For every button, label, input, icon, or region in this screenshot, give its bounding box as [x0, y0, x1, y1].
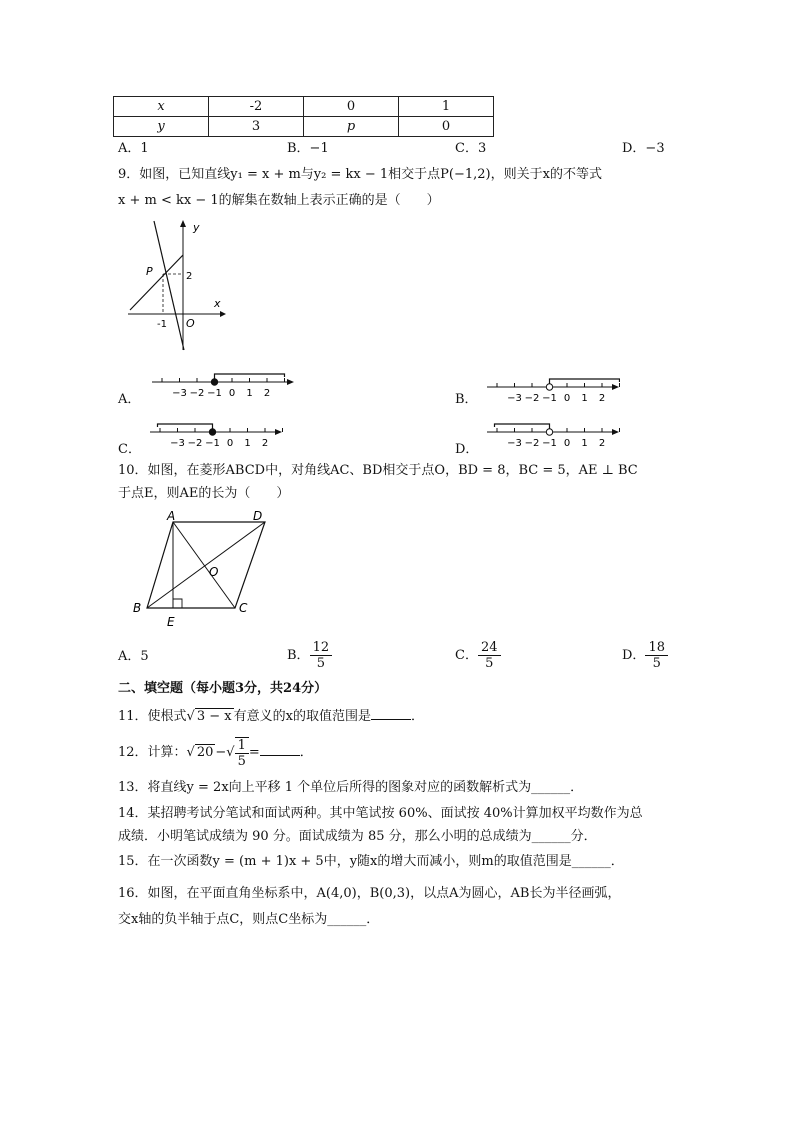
value-table — [113, 96, 494, 137]
tick-label: 0 — [228, 388, 236, 399]
fraction — [478, 640, 501, 671]
vertex-b-label: B — [133, 601, 142, 615]
q16-line1: 16．如图，在平面直角坐标系中，A(4,0)，B(0,3)，以点A为圆心，AB长为半径画弧， — [118, 886, 621, 901]
tick-label: −2 — [524, 438, 540, 449]
option-letter: B． — [287, 648, 310, 663]
number-line-b — [485, 373, 620, 403]
tick-label: 0 — [563, 438, 571, 449]
minus-sign: − — [215, 745, 227, 760]
option-letter: C． — [455, 648, 478, 663]
equals-sign: = — [248, 745, 260, 760]
tick-label: −1 — [542, 393, 557, 403]
denominator: 5 — [237, 753, 246, 769]
diagonal-ac — [173, 522, 235, 608]
q9-line-graph — [120, 215, 230, 355]
q11-pre: 11．使根式 — [118, 709, 187, 724]
tick-label: −1 — [542, 438, 557, 449]
section-heading: 二、填空题（每小题3分，共24分） — [118, 681, 328, 696]
line-y2 — [154, 221, 184, 350]
q10-stem-line2: 于点E，则AE的长为（ ） — [118, 486, 290, 501]
sqrt-symbol: √ — [186, 709, 195, 724]
y-label: y — [193, 221, 200, 234]
table-cell: -2 — [209, 97, 304, 117]
q11-end: ． — [410, 709, 424, 724]
numerator: 1 — [235, 738, 249, 754]
solution-ray — [495, 424, 550, 432]
answer-blank[interactable] — [260, 743, 300, 756]
numerator: 12 — [310, 640, 333, 656]
fraction — [235, 737, 249, 769]
number-line-d — [485, 418, 620, 450]
denominator: 5 — [652, 656, 661, 671]
axis-arrow-icon — [612, 384, 619, 390]
diagonal-bd — [147, 522, 265, 608]
q14-line2: 成绩．小明笔试成绩为 90 分。面试成绩为 85 分，那么小明的总成绩为______分． — [118, 829, 597, 844]
table-cell: 1 — [399, 97, 494, 117]
tick-label: −2 — [524, 393, 540, 403]
tick-label: −3 — [172, 388, 187, 399]
tick-label: 1 — [246, 388, 253, 399]
open-dot — [546, 429, 552, 435]
x-axis-arrow-icon — [220, 311, 226, 317]
number-line-a — [150, 368, 295, 400]
point-o-label: O — [209, 565, 219, 579]
tick-label: −3 — [507, 438, 522, 449]
q9-option-c-label: C． — [118, 442, 141, 457]
q10-option-c — [455, 640, 501, 672]
point-e-label: E — [167, 615, 175, 629]
point-p-label: P — [146, 265, 153, 278]
axis-arrow-icon — [275, 429, 282, 435]
tick-label: 2 — [263, 388, 271, 399]
fraction — [310, 640, 333, 671]
q13: 13．将直线y = 2x向上平移 1 个单位后所得的图象对应的函数解析式为______． — [118, 780, 584, 795]
table-cell: p — [304, 117, 399, 137]
q10-option-d — [622, 640, 668, 672]
tick-label: −3 — [170, 438, 185, 449]
tick-neg1-label: -1 — [157, 319, 167, 330]
tick-label: 2 — [598, 393, 606, 403]
q8-option-a: A．1 — [118, 141, 149, 156]
table-cell: x — [114, 97, 209, 117]
tick-label: −2 — [189, 388, 205, 399]
q15: 15．在一次函数y = (m + 1)x + 5中，y随x的增大而减小，则m的取值范围是______． — [118, 854, 624, 869]
q9-option-b-label: B． — [455, 392, 478, 407]
option-letter: D． — [622, 648, 646, 663]
rhombus-figure — [125, 508, 275, 633]
q9-option-a-label: A． — [118, 392, 141, 407]
vertex-c-label: C — [239, 601, 248, 615]
tick-label: 2 — [598, 438, 606, 449]
number-line-c — [148, 418, 283, 450]
radicand: 20 — [196, 745, 214, 760]
tick-label: 0 — [226, 438, 234, 449]
numerator: 18 — [645, 640, 668, 656]
table-cell: 3 — [209, 117, 304, 137]
right-angle-mark-icon — [173, 599, 182, 608]
table-cell: y — [114, 117, 209, 137]
tick-2-label: 2 — [186, 271, 193, 282]
q12 — [118, 734, 313, 772]
sqrt-symbol: √ — [186, 745, 195, 760]
solution-ray — [158, 424, 213, 432]
tick-label: 1 — [244, 438, 251, 449]
y-axis-arrow-icon — [180, 220, 186, 227]
q14-line1: 14．某招聘考试分笔试和面试两种。其中笔试按 60%、面试按 40%计算加权平均数作为总 — [118, 806, 643, 821]
origin-label: O — [186, 317, 195, 330]
fraction — [645, 640, 668, 671]
table-cell: 0 — [399, 117, 494, 137]
axis-arrow-icon — [612, 429, 619, 435]
tick-label: 1 — [581, 438, 588, 449]
denominator: 5 — [316, 656, 325, 671]
q9-stem-line1: 9．如图，已知直线y₁ = x + m与y₂ = kx − 1相交于点P(−1,2)，则关于x的不等式 — [118, 167, 602, 182]
q12-pre: 12．计算： — [118, 745, 187, 760]
q10-stem-line1: 10．如图，在菱形ABCD中，对角线AC、BD相交于点O，BD = 8，BC = 5，AE ⊥ BC — [118, 463, 638, 478]
closed-dot — [209, 429, 215, 435]
tick-label: −1 — [205, 438, 220, 449]
open-dot — [546, 384, 552, 390]
answer-blank[interactable] — [371, 707, 411, 720]
q8-option-d: D．−3 — [622, 141, 665, 156]
q9-option-d-label: D． — [455, 442, 479, 457]
q11-post: 有意义的x的取值范围是 — [233, 709, 371, 724]
tick-label: 0 — [563, 393, 571, 403]
vertex-d-label: D — [253, 509, 263, 523]
table-cell: 0 — [304, 97, 399, 117]
tick-label: −1 — [207, 388, 222, 399]
sqrt-symbol: √ — [226, 745, 235, 760]
q8-option-c: C．3 — [455, 141, 487, 156]
q11 — [118, 707, 424, 725]
q8-option-b: B．−1 — [287, 141, 329, 156]
numerator: 24 — [478, 640, 501, 656]
table-row — [114, 117, 494, 137]
line-y1 — [130, 255, 183, 310]
q12-end: ． — [299, 745, 313, 760]
q16-line2: 交x轴的负半轴于点C，则点C坐标为______． — [118, 912, 380, 927]
closed-dot — [211, 379, 217, 385]
table-row — [114, 97, 494, 117]
axis-arrow-icon — [287, 379, 294, 385]
denominator: 5 — [485, 656, 494, 671]
q10-option-a: A．5 — [118, 649, 149, 664]
tick-label: 2 — [261, 438, 269, 449]
tick-label: −2 — [187, 438, 203, 449]
radicand: 3 − x — [196, 709, 232, 724]
q10-option-b — [287, 640, 332, 672]
x-label: x — [214, 297, 221, 310]
tick-label: 1 — [581, 393, 588, 403]
q9-stem-line2: x + m < kx − 1的解集在数轴上表示正确的是（ ） — [118, 193, 440, 208]
tick-label: −3 — [507, 393, 522, 403]
vertex-a-label: A — [167, 509, 176, 523]
